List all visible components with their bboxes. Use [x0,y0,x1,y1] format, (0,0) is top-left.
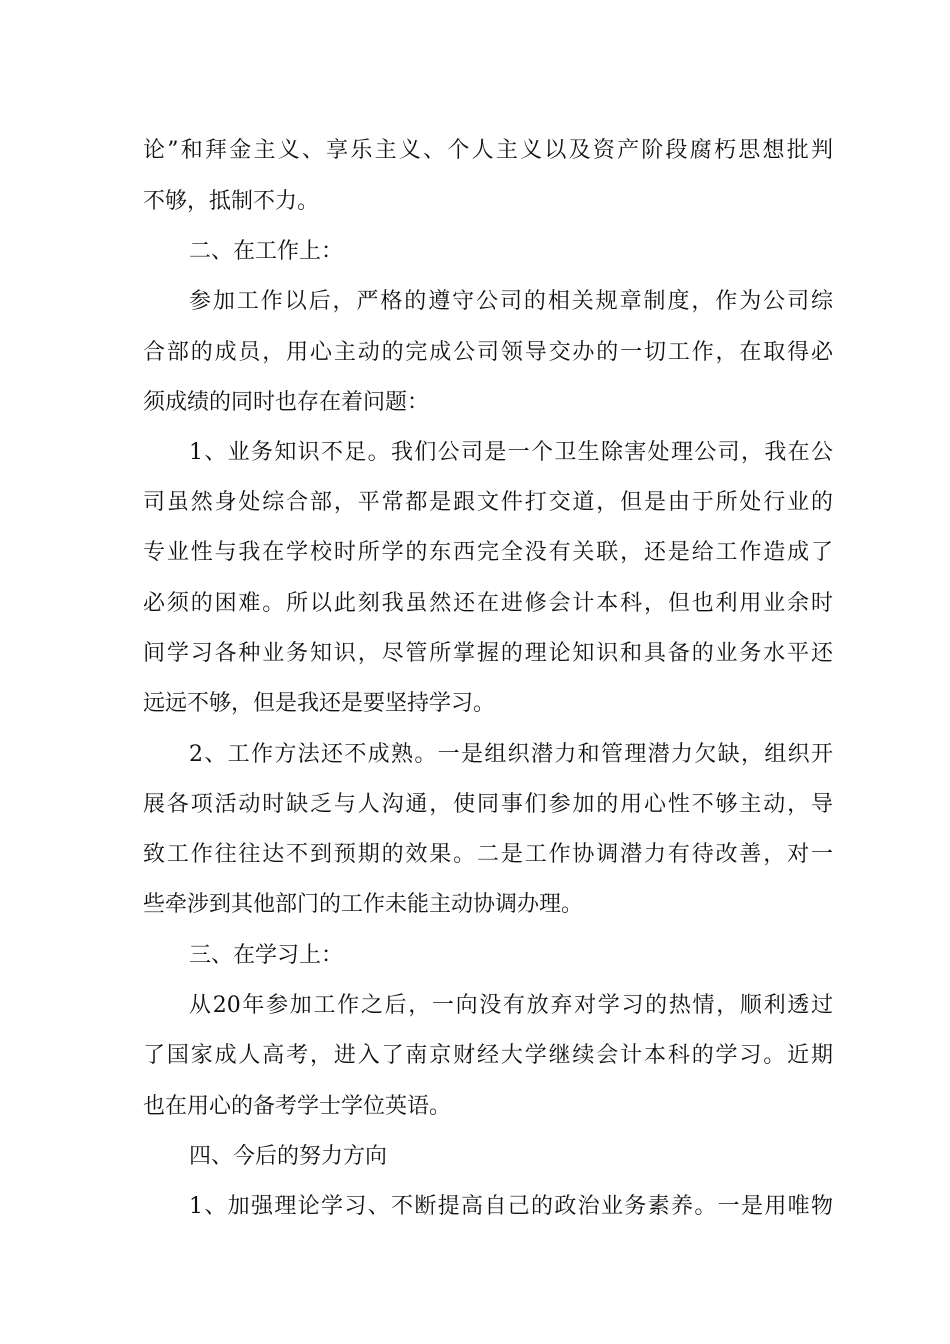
text-line: 1、业务知识不足。我们公司是一个卫生除害处理公司，我在公 [189,440,833,465]
text-line: 间学习各种业务知识，尽管所掌握的理论知识和具备的业务水平还 [143,641,833,666]
text-line: 1、加强理论学习、不断提高自己的政治业务素养。一是用唯物 [189,1194,833,1219]
text-line: 了国家成人高考，进入了南京财经大学继续会计本科的学习。近期 [143,1043,833,1068]
section-heading: 三、在学习上： [189,943,344,968]
text-line: 合部的成员，用心主动的完成公司领导交办的一切工作，在取得必 [143,340,833,365]
text-line: 专业性与我在学校时所学的东西完全没有关联，还是给工作造成了 [143,540,833,565]
text-line: 论”和拜金主义、享乐主义、个人主义以及资产阶段腐朽思想批判 [143,138,833,163]
text-line: 致工作往往达不到预期的效果。二是工作协调潜力有待改善，对一 [143,842,833,867]
text-line: 2、工作方法还不成熟。一是组织潜力和管理潜力欠缺，组织开 [189,742,833,767]
text-line: 必须的困难。所以此刻我虽然还在进修会计本科，但也利用业余时 [143,591,833,616]
section-heading: 二、在工作上： [189,239,344,264]
text-line: 不够，抵制不力。 [143,189,320,214]
text-line: 从20年参加工作之后，一向没有放弃对学习的热情，顺利透过 [189,993,833,1018]
text-line: 参加工作以后，严格的遵守公司的相关规章制度，作为公司综 [189,289,833,314]
text-line: 些牵涉到其他部门的工作未能主动协调办理。 [143,892,584,917]
text-line: 远远不够，但是我还是要坚持学习。 [143,691,496,716]
text-line: 展各项活动时缺乏与人沟通，使同事们参加的用心性不够主动，导 [143,792,833,817]
text-line: 也在用心的备考学士学位英语。 [143,1094,452,1119]
section-heading: 四、今后的努力方向 [189,1144,388,1169]
text-line: 须成绩的同时也存在着问题： [143,390,430,415]
text-line: 司虽然身处综合部，平常都是跟文件打交道，但是由于所处行业的 [143,490,833,515]
